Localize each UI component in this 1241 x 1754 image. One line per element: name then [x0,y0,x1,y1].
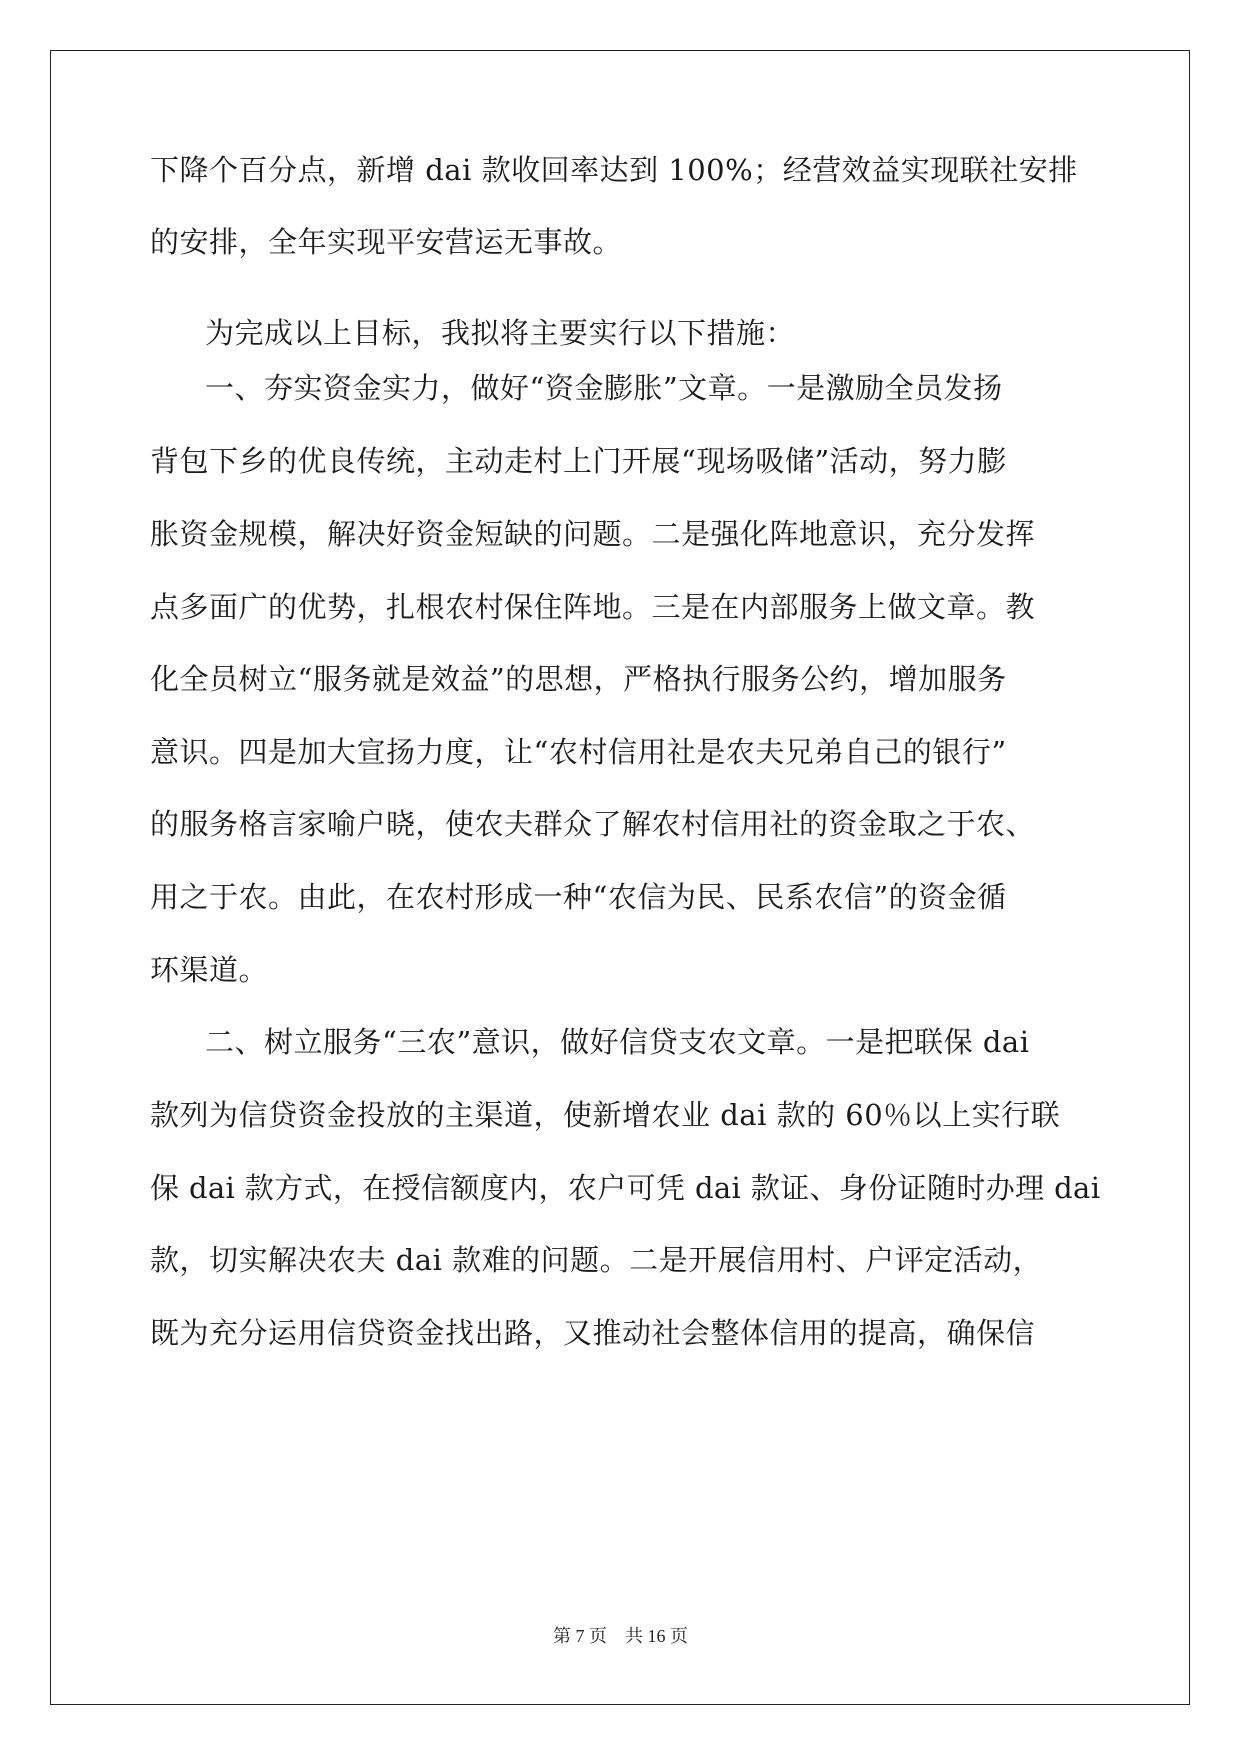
text-line: 的安排，全年实现平安营运无事故。 [150,225,623,259]
text-line: 款，切实解决农夫 dai 款难的问题。二是开展信用村、户评定活动， [150,1243,1043,1277]
text-line: 用之于农。由此，在农村形成一种“农信为民、民系农信”的资金循 [150,880,1007,914]
text-line: 的服务格言家喻户晓，使农夫群众了解农村信用社的资金取之于农、 [150,807,1036,841]
text-line: 胀资金规模，解决好资金短缺的问题。二是强化阵地意识，充分发挥 [150,517,1036,551]
text-line: 保 dai 款方式，在授信额度内，农户可凭 dai 款证、身份证随时办理 dai [150,1171,1101,1205]
text-line: 背包下乡的优良传统，主动走村上门开展“现场吸储”活动，努力膨 [150,444,1007,478]
paragraph-first-line: 二、树立服务“三农”意识，做好信贷支农文章。一是把联保 dai [205,1025,1030,1059]
text-line: 既为充分运用信贷资金找出路，又推动社会整体信用的提高，确保信 [150,1316,1036,1350]
text-line: 环渠道。 [150,953,269,987]
text-line: 下降个百分点，新增 dai 款收回率达到 100%；经营效益实现联社安排 [150,153,1078,187]
text-line: 点多面广的优势，扎根农村保住阵地。三是在内部服务上做文章。教 [150,590,1036,624]
text-line: 意识。四是加大宣扬力度，让“农村信用社是农夫兄弟自己的银行” [150,735,1007,769]
text-line: 化全员树立“服务就是效益”的思想，严格执行服务公约，增加服务 [150,662,1007,696]
page-number-footer: 第 7 页 共 16 页 [553,1626,688,1646]
paragraph-first-line: 一、夯实资金实力，做好“资金膨胀”文章。一是激励全员发扬 [205,371,1003,405]
text-line: 款列为信贷资金投放的主渠道，使新增农业 dai 款的 60％以上实行联 [150,1098,1061,1132]
paragraph-first-line: 为完成以上目标，我拟将主要实行以下措施： [205,316,796,350]
